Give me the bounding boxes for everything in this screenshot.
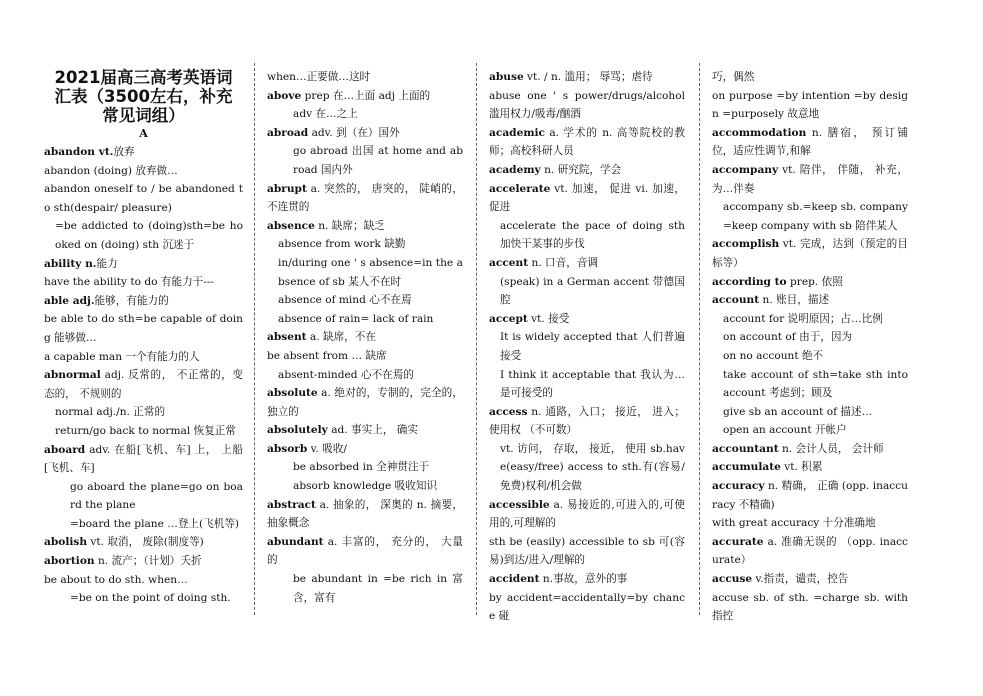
entry-line (267, 124, 463, 143)
entry-line (44, 273, 243, 292)
entry-text: n. 精确， 正确 (opp. inaccuracy 不精确) (712, 480, 908, 511)
entry-line (267, 180, 463, 217)
headword: abnormal (44, 369, 101, 382)
entry-line (489, 496, 685, 533)
headword: access (489, 405, 528, 418)
entry-line (712, 87, 908, 124)
entry-line (712, 347, 908, 366)
entry-list (489, 68, 685, 626)
entry-line (489, 68, 685, 87)
column-divider (476, 63, 477, 615)
entry-text: adj. 反常的， 不正常的，变态的， 不规则的 (44, 369, 243, 400)
entry-text: account for 说明原因；占…比例 (723, 312, 883, 325)
entry-line (489, 254, 685, 273)
entry-text: 放弃 (113, 146, 135, 158)
entry-text: a. 学术的 n. 高等院校的教师；高校科研人员 (489, 126, 685, 158)
entry-line (44, 533, 243, 552)
entry-text: absence from work 缺勤 (278, 238, 406, 251)
headword: absence (267, 219, 315, 232)
entry-text: a. 准确无误的 （opp. inaccurate） (712, 535, 908, 567)
headword: ability n. (44, 257, 97, 270)
entry-line (489, 366, 685, 403)
entry-text: abandon oneself to / be abandoned to sth(despair/ pleasure) (44, 183, 243, 214)
entry-line (267, 328, 463, 347)
entry-line (712, 198, 908, 235)
entry-line (712, 235, 908, 272)
entry-text: abandon (doing) 放弃做… (44, 164, 178, 177)
entry-text: a. 丰富的， 充分的， 大量的 (267, 535, 463, 567)
entry-line (489, 310, 685, 329)
entry-text: a capable man 一个有能力的人 (44, 350, 200, 363)
entry-line (712, 421, 908, 440)
headword: abundant (267, 535, 324, 548)
entry-line (267, 477, 463, 496)
entry-line (267, 366, 463, 385)
entry-line (44, 143, 243, 162)
headword: abuse (489, 71, 524, 83)
entry-line (712, 533, 908, 570)
headword: above (267, 89, 302, 102)
headword: accept (489, 312, 528, 325)
entry-text: on purpose =by intention =by design =purposely 故意地 (712, 89, 908, 121)
entry-text: vt. 访问， 存取， 接近， 使用 sb.have(easy/free) access to sth.有(容易/免费)权利/机会做 (500, 442, 685, 493)
entry-line (489, 87, 685, 124)
entry-text: accuse sb. of sth. =charge sb. with 指控 (712, 591, 908, 623)
headword: accessible (489, 498, 550, 511)
entry-text: normal adj./n. 正常的 (55, 406, 166, 419)
entry-text: vt. 接受 (527, 312, 570, 325)
entry-text: I think it acceptable that 我认为…是可接受的 (500, 368, 685, 400)
headword: accomplish (712, 238, 780, 251)
entry-line (267, 254, 463, 291)
entry-text: have the ability to do 有能力干--- (44, 276, 214, 289)
vocab-column-2 (267, 68, 463, 616)
headword: accelerate (489, 182, 551, 195)
entry-text: n. 研究院，学会 (540, 163, 622, 176)
entry-text: vt. / n. 滥用； 辱骂；虐待 (523, 71, 653, 83)
entry-text: n.事故，意外的事 (539, 573, 628, 586)
entry-line (44, 403, 243, 422)
headword: academic (489, 126, 546, 139)
entry-line (712, 273, 908, 292)
entry-line (44, 162, 243, 181)
entry-text: adv. 在船[飞机、车] 上， 上船[飞机、车] (44, 443, 243, 475)
section-letter: A (139, 127, 148, 140)
entry-text: be able to do sth=be capable of doing 能够做… (44, 313, 243, 344)
entry-line (267, 235, 463, 254)
entry-line (712, 440, 908, 459)
entry-text: n. 通路，入口； 接近， 进入；使用权 （不可数） (489, 405, 685, 437)
entry-text: It is widely accepted that 人们普遍接受 (500, 331, 685, 362)
entry-line (267, 142, 463, 179)
entry-line (267, 68, 463, 87)
entry-line (712, 477, 908, 514)
entry-text: on no account 绝不 (723, 349, 824, 362)
entry-line (44, 515, 243, 534)
entry-text: =board the plane …登上(飞机等) (70, 517, 240, 530)
entry-list (712, 68, 908, 626)
entry-text: open an account 开帐户 (723, 424, 847, 437)
entry-line (489, 440, 685, 496)
entry-text: a. 绝对的，专制的，完全的，独立的 (267, 387, 463, 418)
entry-line (267, 440, 463, 459)
entry-text: v.指责，谴责，控告 (752, 573, 849, 586)
entry-line (712, 458, 908, 477)
entry-text: adv 在…之上 (293, 108, 358, 121)
entry-text: be abundant in =be rich in 富含，富有 (293, 573, 463, 604)
entry-text: be about to do sth. when… (44, 573, 188, 586)
headword: accident (489, 573, 540, 586)
entry-text: be absorbed in 全神贯注于 (293, 461, 430, 474)
entry-line (267, 496, 463, 533)
headword: accuracy (712, 480, 765, 493)
entry-line (489, 589, 685, 626)
entry-text: prep 在…上面 adj 上面的 (301, 89, 431, 102)
entry-line (267, 310, 463, 329)
entry-line (489, 570, 685, 589)
headword: abandon vt. (44, 146, 114, 158)
entry-line (44, 310, 243, 347)
entry-line (489, 533, 685, 570)
entry-line (489, 124, 685, 161)
entry-text: a. 抽象的， 深奥的 n. 摘要， 抽象概念 (267, 498, 463, 530)
entry-text: vt. 完成，达到（预定的目标等） (712, 238, 908, 269)
headword: accommodation (712, 126, 807, 139)
entry-text: be absent from … 缺席 (267, 349, 387, 362)
entry-text: n. 流产；（计划）夭折 (94, 555, 202, 568)
headword: account (712, 294, 760, 307)
column-divider (254, 63, 255, 615)
entry-text: accelerate the pace of doing sth 加快干某事的步伐 (500, 219, 685, 251)
entry-text: =be addicted to (doing)sth=be hooked on (doing) sth 沉迷于 (55, 220, 243, 251)
entry-list (44, 143, 243, 608)
entry-text: a. 突然的， 唐突的， 陡峭的， 不连贯的 (267, 182, 463, 214)
entry-text: sth be (easily) accessible to sb 可(容易)到达/进入/理解的 (489, 535, 685, 567)
headword: according to (712, 275, 787, 288)
entry-line (44, 292, 243, 311)
entry-text: vt. 积累 (780, 461, 823, 474)
entry-text: return/go back to normal 恢复正常 (55, 424, 236, 437)
entry-text: n. 膳宿， 预订铺位，适应性调节,和解 (712, 126, 908, 158)
entry-line (267, 533, 463, 570)
entry-line (712, 366, 908, 403)
entry-line (44, 217, 243, 254)
entry-text: when…正要做…这时 (267, 71, 371, 83)
entry-line (489, 328, 685, 365)
entry-line (44, 180, 243, 217)
headword: abroad (267, 126, 309, 139)
entry-line (712, 328, 908, 347)
headword: abrupt (267, 182, 307, 195)
title-line: 2021届高三高考英语词 (54, 68, 233, 87)
headword: absent (267, 331, 307, 344)
headword: accumulate (712, 461, 781, 474)
entry-line (712, 589, 908, 626)
entry-text: by accident=accidentally=by chance 碰 (489, 591, 685, 623)
column-divider (699, 63, 700, 615)
headword: able adj. (44, 294, 95, 307)
entry-line (44, 441, 243, 478)
entry-text: a. 缺席，不在 (306, 331, 376, 344)
entry-text: v. 吸收/ (307, 442, 347, 455)
headword: aboard (44, 443, 86, 456)
entry-line (44, 366, 243, 403)
entry-text: ad. 事实上， 确实 (327, 424, 418, 437)
title-line: 常见词组） (102, 106, 185, 125)
entry-line (267, 421, 463, 440)
entry-text: absent-minded 心不在焉的 (278, 368, 414, 381)
entry-line (44, 571, 243, 590)
entry-line (267, 105, 463, 124)
headword: accompany (712, 163, 779, 176)
entry-text: give sb an account of 描述… (723, 405, 873, 418)
entry-text: =be on the point of doing sth. (70, 592, 231, 605)
vocab-column-4 (712, 68, 908, 623)
entry-line (712, 124, 908, 161)
headword: abstract (267, 498, 316, 511)
entry-line (267, 347, 463, 366)
entry-text: a. 易接近的,可进入的,可使用的,可理解的 (489, 498, 685, 530)
entry-line (44, 422, 243, 441)
entry-text: go abroad 出国 at home and abroad 国内外 (293, 145, 463, 176)
entry-line (712, 403, 908, 422)
entry-text: n. 口音，音调 (528, 256, 599, 269)
entry-line (44, 348, 243, 367)
entry-text: with great accuracy 十分准确地 (712, 517, 876, 530)
entry-text: n. 缺席；缺乏 (314, 219, 385, 232)
entry-text: 能力 (96, 257, 118, 270)
entry-text: in/during one ' s absence=in the absence of sb 某人不在时 (278, 256, 463, 288)
entry-text: take account of sth=take sth into account 考虑到；顾及 (723, 368, 908, 400)
headword: accent (489, 256, 529, 269)
headword: absolutely (267, 424, 328, 437)
entry-text: vt. 加速， 促进 vi. 加速，促进 (489, 182, 685, 214)
document-title (44, 68, 243, 125)
entry-line (44, 478, 243, 515)
entry-line (712, 161, 908, 198)
entry-text: absence of rain= lack of rain (278, 312, 434, 325)
entry-list (267, 68, 463, 607)
entry-line (712, 514, 908, 533)
entry-text: adv. 到（在）国外 (308, 126, 400, 139)
headword: abortion (44, 555, 95, 568)
entry-line (44, 589, 243, 608)
headword: academy (489, 163, 541, 176)
entry-text: n. 账目，描述 (759, 294, 830, 307)
headword: abolish (44, 536, 88, 549)
title-line: 汇表（3500左右，补充 (54, 87, 233, 106)
entry-line (489, 273, 685, 310)
headword: accurate (712, 535, 764, 548)
headword: accountant (712, 442, 779, 455)
entry-line (489, 161, 685, 180)
entry-text: prep. 依照 (786, 275, 843, 288)
entry-line (267, 384, 463, 421)
entry-line (44, 552, 243, 571)
entry-line (712, 291, 908, 310)
vocab-column-1 (44, 68, 243, 616)
entry-line (489, 217, 685, 254)
entry-text: vt. 陪伴， 伴随， 补充，为…伴奏 (712, 163, 908, 195)
entry-text: (speak) in a German accent 带德国腔 (500, 275, 685, 307)
headword: absorb (267, 442, 308, 455)
entry-line (712, 310, 908, 329)
headword: accuse (712, 573, 753, 586)
entry-line (712, 68, 908, 87)
entry-text: abuse one ' s power/drugs/alcohol 滥用权力/吸毒/酗酒 (489, 89, 685, 121)
entry-text: on account of 由于，因为 (723, 331, 853, 344)
headword: absolute (267, 387, 318, 400)
entry-line (489, 180, 685, 217)
entry-text: go aboard the plane=go on board the plane (70, 480, 243, 512)
entry-line (267, 570, 463, 607)
entry-line (267, 458, 463, 477)
entry-text: 巧，偶然 (712, 71, 755, 83)
entry-line (267, 291, 463, 310)
entry-text: absence of mind 心不在焉 (278, 294, 412, 307)
entry-line (489, 403, 685, 440)
entry-text: vt. 取消， 废除(制度等) (87, 536, 204, 549)
entry-line (267, 87, 463, 106)
entry-line (712, 570, 908, 589)
vocab-column-3 (489, 68, 685, 623)
entry-text: absorb knowledge 吸收知识 (293, 480, 438, 493)
entry-text: accompany sb.=keep sb. company =keep company with sb 陪伴某人 (723, 201, 908, 232)
entry-line (267, 217, 463, 236)
entry-text: n. 会计人员， 会计师 (778, 442, 884, 455)
entry-line (44, 255, 243, 274)
entry-text: 能够，有能力的 (94, 294, 169, 307)
